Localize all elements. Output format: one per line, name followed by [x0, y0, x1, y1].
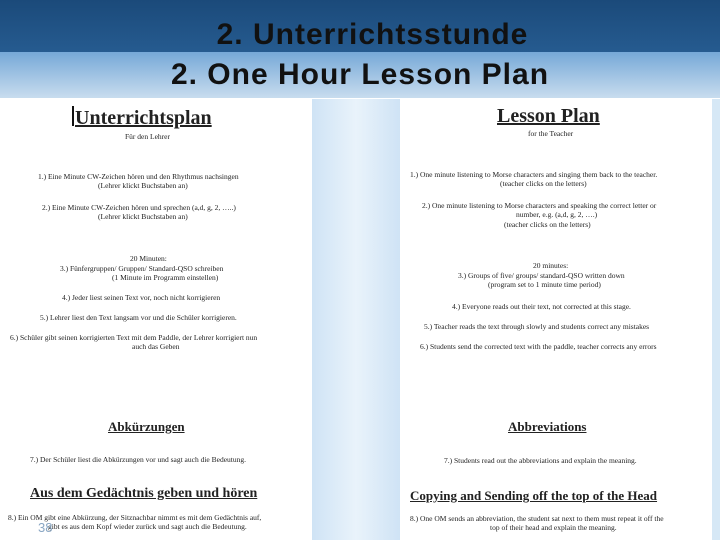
english-item-3-note: (program set to 1 minute time period) [488, 280, 601, 289]
german-item-8: 8.) Ein OM gibt eine Abkürzung, der Sitznachbar nimmt es mit dem Gedächtnis auf, [8, 513, 262, 522]
german-item-1-note: (Lehrer klickt Buchstaben an) [98, 181, 188, 190]
german-minutes-label: 20 Minuten: [130, 254, 167, 263]
english-item-1: 1.) One minute listening to Morse characters and singing them back to the teacher. [410, 170, 658, 179]
german-item-8-note: gibt es aus dem Kopf wieder zurück und sagt auch die Bedeutung. [48, 522, 247, 531]
german-item-3: 3.) Fünfergruppen/ Gruppen/ Standard-QSO schreiben [60, 264, 224, 273]
german-item-2-note: (Lehrer klickt Buchstaben an) [98, 212, 188, 221]
english-item-1-note: (teacher clicks on the letters) [500, 179, 587, 188]
german-plan-title: Unterrichtsplan [75, 107, 212, 129]
german-memory-heading: Aus dem Gedächtnis geben und hören [30, 486, 258, 501]
page-title-english: 2. One Hour Lesson Plan [170, 58, 550, 91]
center-gap [312, 99, 400, 540]
german-abbreviations-heading: Abkürzungen [108, 419, 185, 434]
page-title-german: 2. Unterrichtsstunde [216, 18, 529, 51]
right-edge [712, 99, 720, 540]
german-item-5: 5.) Lehrer liest den Text langsam vor und die Schüler korrigieren. [40, 313, 237, 322]
text-cursor [72, 106, 74, 126]
german-item-7: 7.) Der Schüler liest die Abkürzungen vor und sagt auch die Bedeutung. [30, 455, 246, 464]
english-item-6: 6.) Students send the corrected text with the paddle, teacher corrects any errors [420, 342, 657, 351]
english-item-2-note: (teacher clicks on the letters) [504, 220, 591, 229]
english-item-8: 8.) One OM sends an abbreviation, the student sat next to them must repeat it off the [410, 514, 664, 523]
english-item-5: 5.) Teacher reads the text through slowly and students correct any mistakes [424, 322, 650, 331]
german-plan-subtitle: Für den Lehrer [125, 132, 170, 141]
english-item-8-note: top of their head and explain the meaning. [490, 523, 617, 532]
german-item-4: 4.) Jeder liest seinen Text vor, noch nicht korrigieren [62, 293, 221, 302]
german-lesson-plan [0, 99, 312, 540]
page-number: 38 [38, 520, 53, 535]
german-item-6: 6.) Schüler gibt seinen korrigierten Text mit dem Paddle, der Lehrer korrigiert nun [10, 333, 258, 342]
german-item-3-note: (1 Minute im Programm einstellen) [112, 273, 219, 282]
english-item-4: 4.) Everyone reads out their text, not corrected at this stage. [452, 302, 631, 311]
english-plan-title: Lesson Plan [497, 105, 600, 127]
english-item-3: 3.) Groups of five/ groups/ standard-QSO written down [458, 271, 625, 280]
english-copying-heading: Copying and Sending off the top of the Head [410, 488, 658, 503]
english-plan-subtitle: for the Teacher [528, 129, 574, 138]
german-item-6-note: auch das Geben [132, 342, 180, 351]
english-item-2: 2.) One minute listening to Morse characters and speaking the correct letter or [422, 201, 657, 210]
german-item-2: 2.) Eine Minute CW-Zeichen hören und sprechen (a,d, g, 2, …..) [42, 203, 236, 212]
english-abbreviations-heading: Abbreviations [508, 419, 587, 434]
english-item-7: 7.) Students read out the abbreviations and explain the meaning. [444, 456, 637, 465]
english-minutes-label: 20 minutes: [533, 261, 569, 270]
title-banner [0, 0, 720, 98]
english-item-2-detail: number, e.g. (a,d, g, 2, ….) [516, 210, 598, 219]
german-item-1: 1.) Eine Minute CW-Zeichen hören und den Rhythmus nachsingen [38, 172, 239, 181]
english-lesson-plan [400, 99, 712, 540]
